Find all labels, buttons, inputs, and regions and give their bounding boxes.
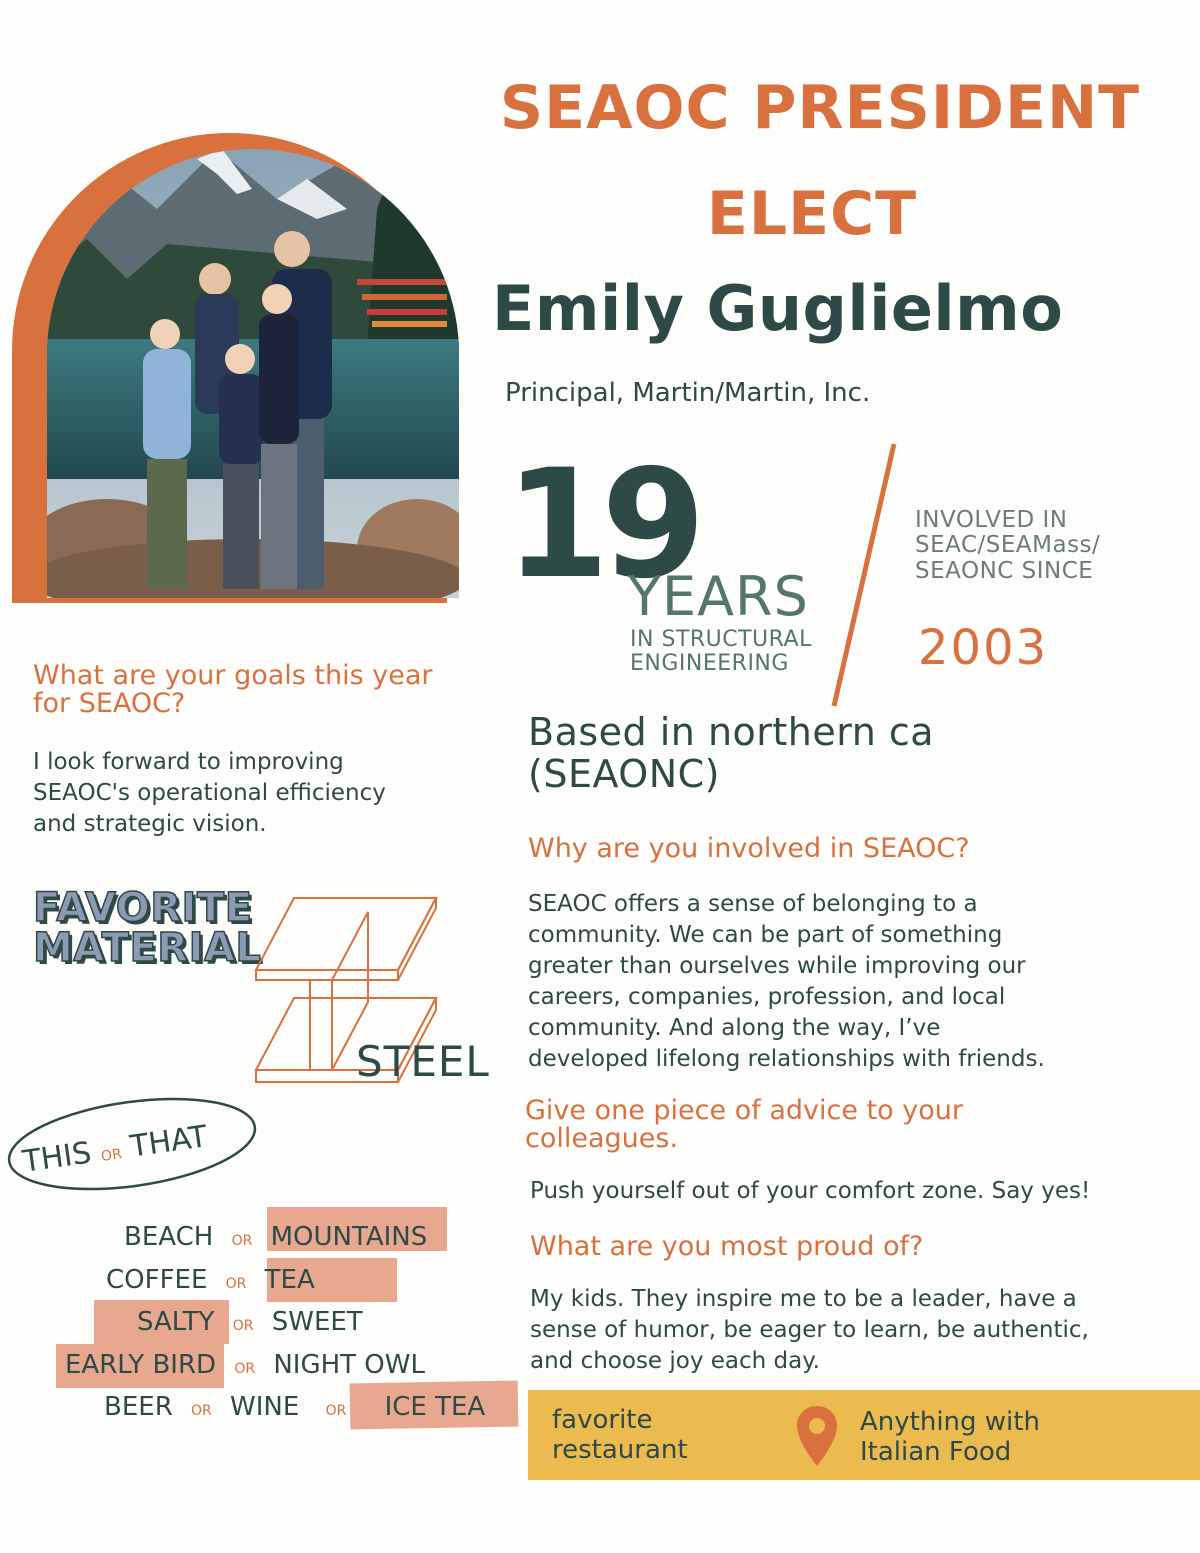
- restaurant-value: [860, 1408, 1040, 1468]
- why-answer-line-4: careers, companies, profession, and local: [528, 984, 1006, 1011]
- proud-answer-line-3: and choose joy each day.: [530, 1348, 820, 1375]
- goals-question-line-2: for SEAOC?: [33, 688, 186, 720]
- goals-question: [33, 662, 433, 719]
- proud-answer-line-1: My kids. They inspire me to be a leader, have a: [530, 1286, 1077, 1312]
- tot-option: MOUNTAINS: [270, 1222, 428, 1252]
- advice-question-line-2: colleagues.: [525, 1123, 679, 1155]
- based-line-1: Based in northern ca: [528, 710, 935, 754]
- restaurant-label: [552, 1406, 688, 1466]
- this-label: THIS: [20, 1135, 94, 1180]
- tot-option: SALTY: [137, 1307, 215, 1337]
- that-label: THAT: [128, 1119, 210, 1165]
- tot-option: WINE: [230, 1392, 300, 1422]
- based-line-2: (SEAONC): [528, 751, 720, 796]
- restaurant-label-line-1: favorite: [552, 1405, 653, 1435]
- goals-question-line-1: What are your goals this year: [33, 660, 433, 691]
- tot-option: BEACH: [124, 1222, 214, 1252]
- title-or: OR: [100, 1146, 123, 1165]
- tot-row-2: [106, 1265, 315, 1295]
- goals-answer: [33, 747, 386, 840]
- title-line-2: ELECT: [706, 179, 918, 249]
- divider-slash: [820, 440, 900, 710]
- or-label: OR: [225, 1276, 247, 1292]
- years-sub-line-2: ENGINEERING: [630, 651, 789, 677]
- person-role: Principal, Martin/Martin, Inc.: [505, 378, 871, 408]
- why-answer: [528, 889, 1045, 1075]
- tot-row-3: [137, 1307, 363, 1337]
- tot-row-1: [124, 1222, 427, 1252]
- family-photo-illustration: [47, 149, 459, 598]
- tot-row-5: [104, 1392, 485, 1422]
- advice-question: [525, 1097, 963, 1154]
- or-label: OR: [234, 1361, 256, 1377]
- or-label: OR: [232, 1318, 254, 1334]
- or-label: OR: [325, 1403, 347, 1419]
- tot-option: NIGHT OWL: [273, 1350, 425, 1380]
- why-question: Why are you involved in SEAOC?: [528, 833, 970, 864]
- years-label: YEARS: [628, 565, 809, 628]
- proud-answer-line-2: sense of humor, be eager to learn, be authentic,: [530, 1317, 1089, 1344]
- involved-line-1: INVOLVED IN: [915, 507, 1068, 533]
- advice-answer: Push yourself out of your comfort zone. Say yes!: [530, 1178, 1091, 1204]
- advice-question-line-1: Give one piece of advice to your: [525, 1095, 963, 1126]
- tot-option: SWEET: [271, 1307, 363, 1337]
- proud-answer: [530, 1284, 1089, 1377]
- based-in: [528, 712, 934, 796]
- proud-question: What are you most proud of?: [530, 1231, 924, 1262]
- tot-option: EARLY BIRD: [65, 1350, 217, 1380]
- favorite-material-value: STEEL: [356, 1037, 490, 1086]
- years-number: 19: [505, 438, 698, 612]
- goals-answer-line-2: SEAOC's operational efficiency: [33, 780, 386, 807]
- why-answer-line-2: community. We can be part of something: [528, 922, 1003, 949]
- why-answer-line-6: developed lifelong relationships with friends.: [528, 1046, 1045, 1073]
- tot-option: COFFEE: [106, 1265, 208, 1295]
- person-name: Emily Guglielmo: [492, 272, 1064, 345]
- favorite-material-heading: [33, 885, 262, 971]
- title-line-1: SEAOC PRESIDENT: [499, 73, 1141, 143]
- years-sub-line-1: IN STRUCTURAL: [630, 627, 812, 652]
- tot-row-4: [65, 1350, 425, 1380]
- involved-line-2: SEAC/SEAMass/: [915, 532, 1101, 559]
- or-label: OR: [191, 1403, 212, 1419]
- family-photo: [47, 149, 459, 598]
- map-pin-icon: [795, 1404, 839, 1470]
- involved-year: 2003: [918, 620, 1049, 676]
- why-answer-line-3: greater than ourselves while improving our: [528, 953, 1026, 980]
- tot-option: ICE TEA: [384, 1392, 486, 1422]
- involved-line-3: SEAONC SINCE: [915, 557, 1094, 584]
- why-answer-line-5: community. And along the way, I’ve: [528, 1015, 941, 1042]
- restaurant-value-line-2: Italian Food: [860, 1436, 1012, 1467]
- goals-answer-line-3: and strategic vision.: [33, 811, 267, 838]
- restaurant-value-line-1: Anything with: [860, 1407, 1040, 1437]
- tot-option: TEA: [264, 1265, 315, 1295]
- favorite-material-line-1: FAVORITE: [33, 885, 253, 931]
- restaurant-label-line-2: restaurant: [552, 1434, 688, 1465]
- tot-option: BEER: [104, 1392, 173, 1422]
- years-sublabel: [630, 628, 812, 676]
- goals-answer-line-1: I look forward to improving: [33, 749, 344, 775]
- favorite-material-line-2: MATERIAL: [33, 925, 262, 971]
- why-answer-line-1: SEAOC offers a sense of belonging to a: [528, 891, 978, 917]
- involved-since-label: [915, 508, 1100, 584]
- or-label: OR: [231, 1233, 253, 1249]
